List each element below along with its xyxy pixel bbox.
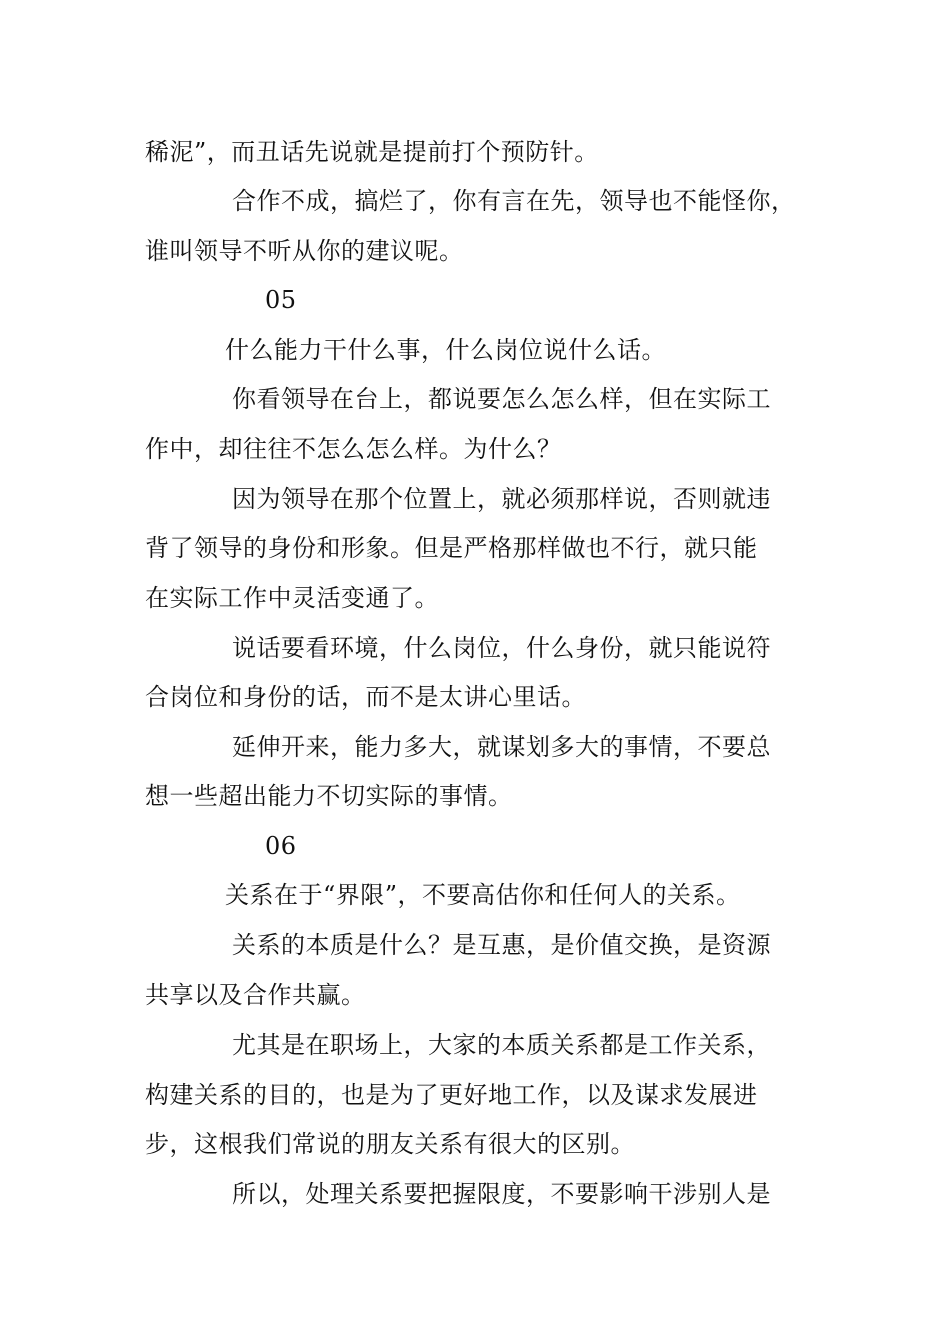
section-number: 05: [265, 286, 297, 314]
paragraph-line: 合岗位和身份的话，而不是太讲心里话。: [145, 683, 586, 711]
section-number: 06: [265, 832, 297, 860]
paragraph-line: 说话要看环境，什么岗位，什么身份，就只能说符: [232, 634, 771, 662]
paragraph-line: 所以，处理关系要把握限度，不要影响干涉别人是: [232, 1180, 771, 1208]
section-heading: 关系在于“界限”，不要高估你和任何人的关系。: [225, 881, 741, 909]
paragraph-line: 步，这根我们常说的朋友关系有很大的区别。: [145, 1130, 635, 1158]
paragraph-line: 谁叫领导不听从你的建议呢。: [145, 237, 464, 265]
paragraph-line: 关系的本质是什么？是互惠，是价值交换，是资源: [232, 931, 771, 959]
paragraph-line: 稀泥”，而丑话先说就是提前打个预防针。: [145, 138, 599, 166]
paragraph-line: 延伸开来，能力多大，就谋划多大的事情，不要总: [232, 733, 771, 761]
paragraph-line: 想一些超出能力不切实际的事情。: [145, 782, 513, 810]
paragraph-line: 共享以及合作共赢。: [145, 981, 366, 1009]
paragraph-line: 背了领导的身份和形象。但是严格那样做也不行，就只能: [145, 534, 758, 562]
section-heading: 什么能力干什么事，什么岗位说什么话。: [225, 336, 666, 364]
paragraph-line: 作中，却往往不怎么怎么样。为什么？: [145, 435, 562, 463]
paragraph-line: 在实际工作中灵活变通了。: [145, 584, 439, 612]
paragraph-line: 构建关系的目的，也是为了更好地工作，以及谋求发展进: [145, 1081, 758, 1109]
paragraph-line: 你看领导在台上，都说要怎么怎么样，但在实际工: [232, 385, 771, 413]
paragraph-line: 因为领导在那个位置上，就必须那样说，否则就违: [232, 485, 771, 513]
paragraph-line: 合作不成，搞烂了，你有言在先，领导也不能怪你，: [232, 187, 796, 215]
paragraph-line: 尤其是在职场上，大家的本质关系都是工作关系，: [232, 1031, 771, 1059]
